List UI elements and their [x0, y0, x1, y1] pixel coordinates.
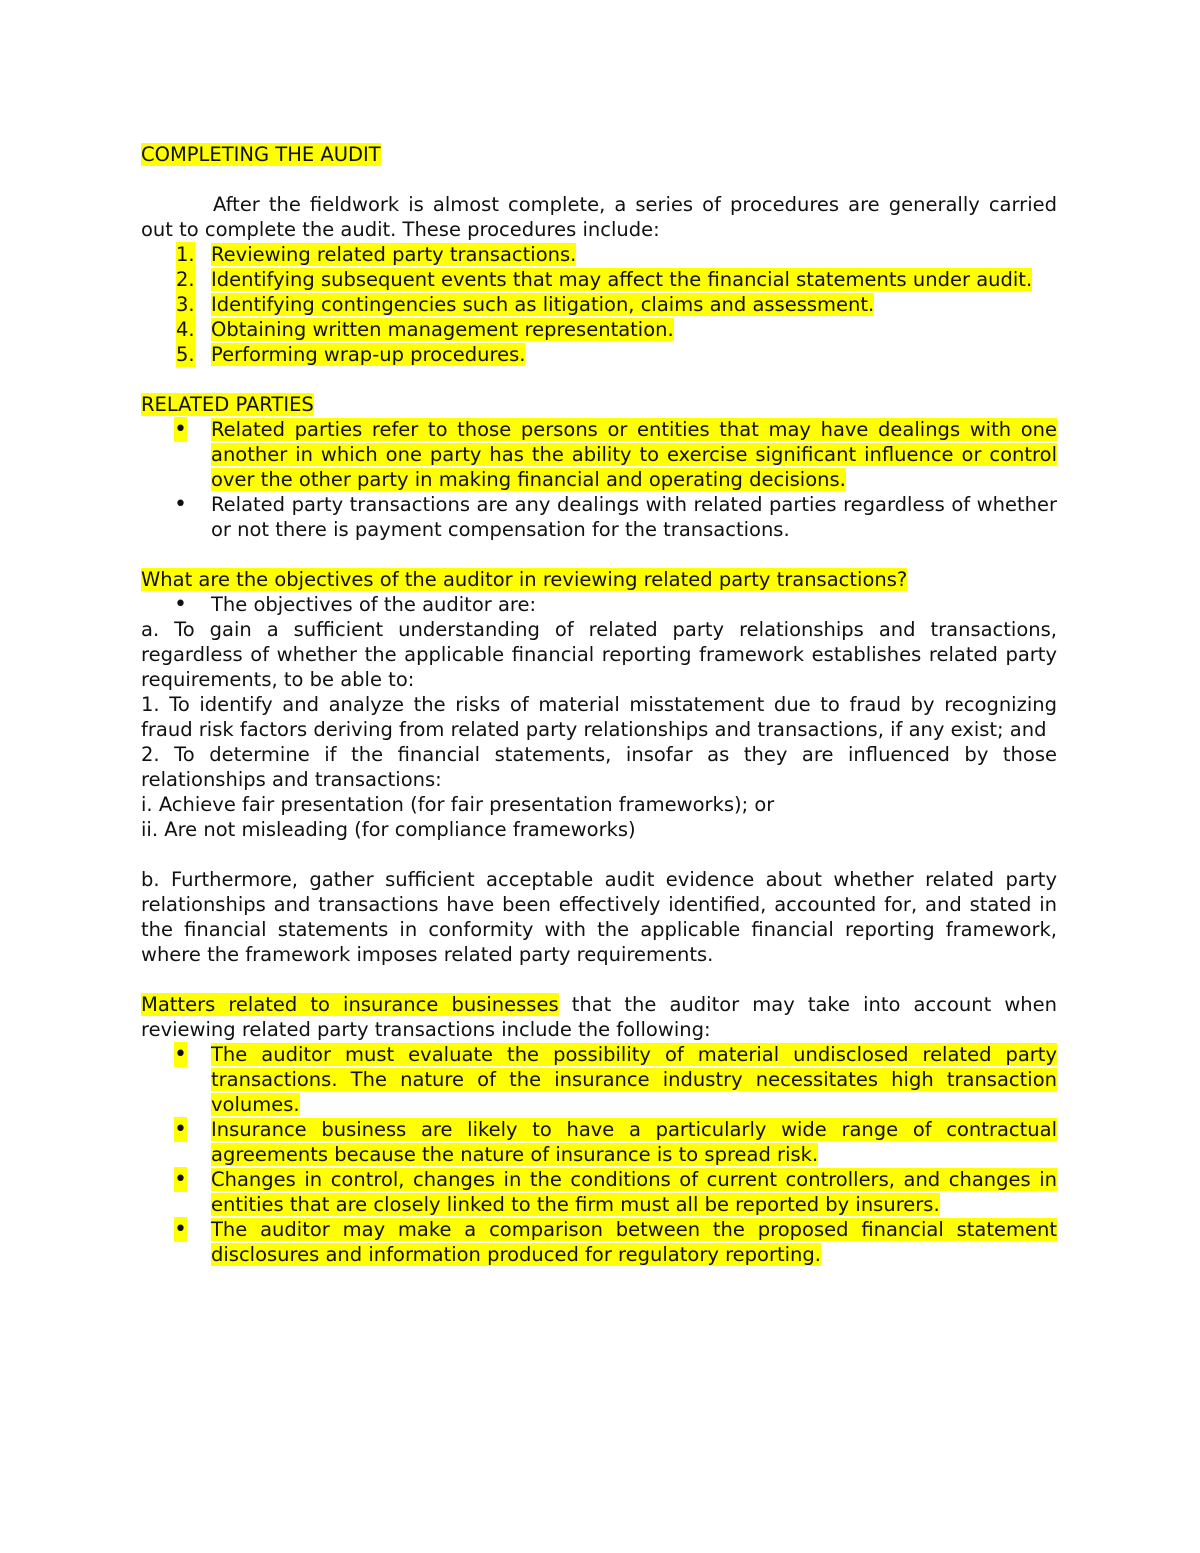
list-item: 3. Identifying contingencies such as litigation, claims and assessment. [176, 293, 875, 316]
list-item: • The auditor must evaluate the possibility of material undisclosed related party transactions. The nature of the insurance industry necessitates high transaction volumes. [174, 1042, 1057, 1116]
list-item: • Related party transactions are any dealings with related parties regardless of whether or not there is payment compensation for the transactions. [174, 492, 1057, 541]
intro-paragraph: After the fieldwork is almost complete, a series of procedures are generally carried out to complete the audit. These procedures include: [141, 193, 1057, 241]
objectives-question: What are the objectives of the auditor in reviewing related party transactions? [141, 568, 908, 591]
document-body [141, 142, 1057, 1267]
list-item: • Changes in control, changes in the conditions of current controllers, and changes in entities that are closely linked to the firm must all be reported by insurers. [174, 1167, 1057, 1216]
objective-item-ii: ii. Are not misleading (for compliance frameworks) [141, 818, 636, 841]
objective-item-1: 1. To identify and analyze the risks of material misstatement due to fraud by recognizing fraud risk factors deriving from related party relationships and transactions, if any exist; and [141, 693, 1057, 741]
objectives-list [141, 592, 1057, 617]
objective-b: b. Furthermore, gather sufficient acceptable audit evidence about whether related party relationships and transactions have been effectively identified, accounted for, and stated in the financial statements in conformity with the applicable financial reporting framework, where the framework imposes related party requirements. [141, 868, 1057, 966]
objective-item-i: i. Achieve fair presentation (for fair presentation frameworks); or [141, 793, 775, 816]
list-item: 1. Reviewing related party transactions. [176, 243, 577, 266]
list-item: • Insurance business are likely to have a particularly wide range of contractual agreements because the nature of insurance is to spread risk. [174, 1117, 1057, 1166]
list-item: 4. Obtaining written management representation. [176, 318, 674, 341]
related-parties-list [141, 417, 1057, 542]
procedures-list [141, 242, 1057, 367]
list-item: 5. Performing wrap-up procedures. [176, 343, 526, 366]
list-item: 2. Identifying subsequent events that may affect the financial statements under audit. [176, 268, 1033, 291]
list-item: • Related parties refer to those persons or entities that may have dealings with one another in which one party has the ability to exercise significant influence or control over the other party in making financial and operating decisions. [174, 417, 1057, 491]
insurance-list [141, 1042, 1057, 1267]
insurance-intro: Matters related to insurance businesses that the auditor may take into account when reviewing related party transactions include the following: [141, 993, 1057, 1041]
list-item: • The objectives of the auditor are: [174, 592, 537, 617]
related-parties-heading: RELATED PARTIES [141, 393, 314, 416]
list-item: • The auditor may make a comparison between the proposed financial statement disclosures and information produced for regulatory reporting. [174, 1217, 1057, 1266]
objective-item-2: 2. To determine if the financial statements, insofar as they are influenced by those relationships and transactions: [141, 743, 1057, 791]
objective-a: a. To gain a sufficient understanding of related party relationships and transactions, regardless of whether the applicable financial reporting framework establishes related party requirements, to be able to: [141, 618, 1057, 691]
page-title: COMPLETING THE AUDIT [141, 143, 381, 166]
